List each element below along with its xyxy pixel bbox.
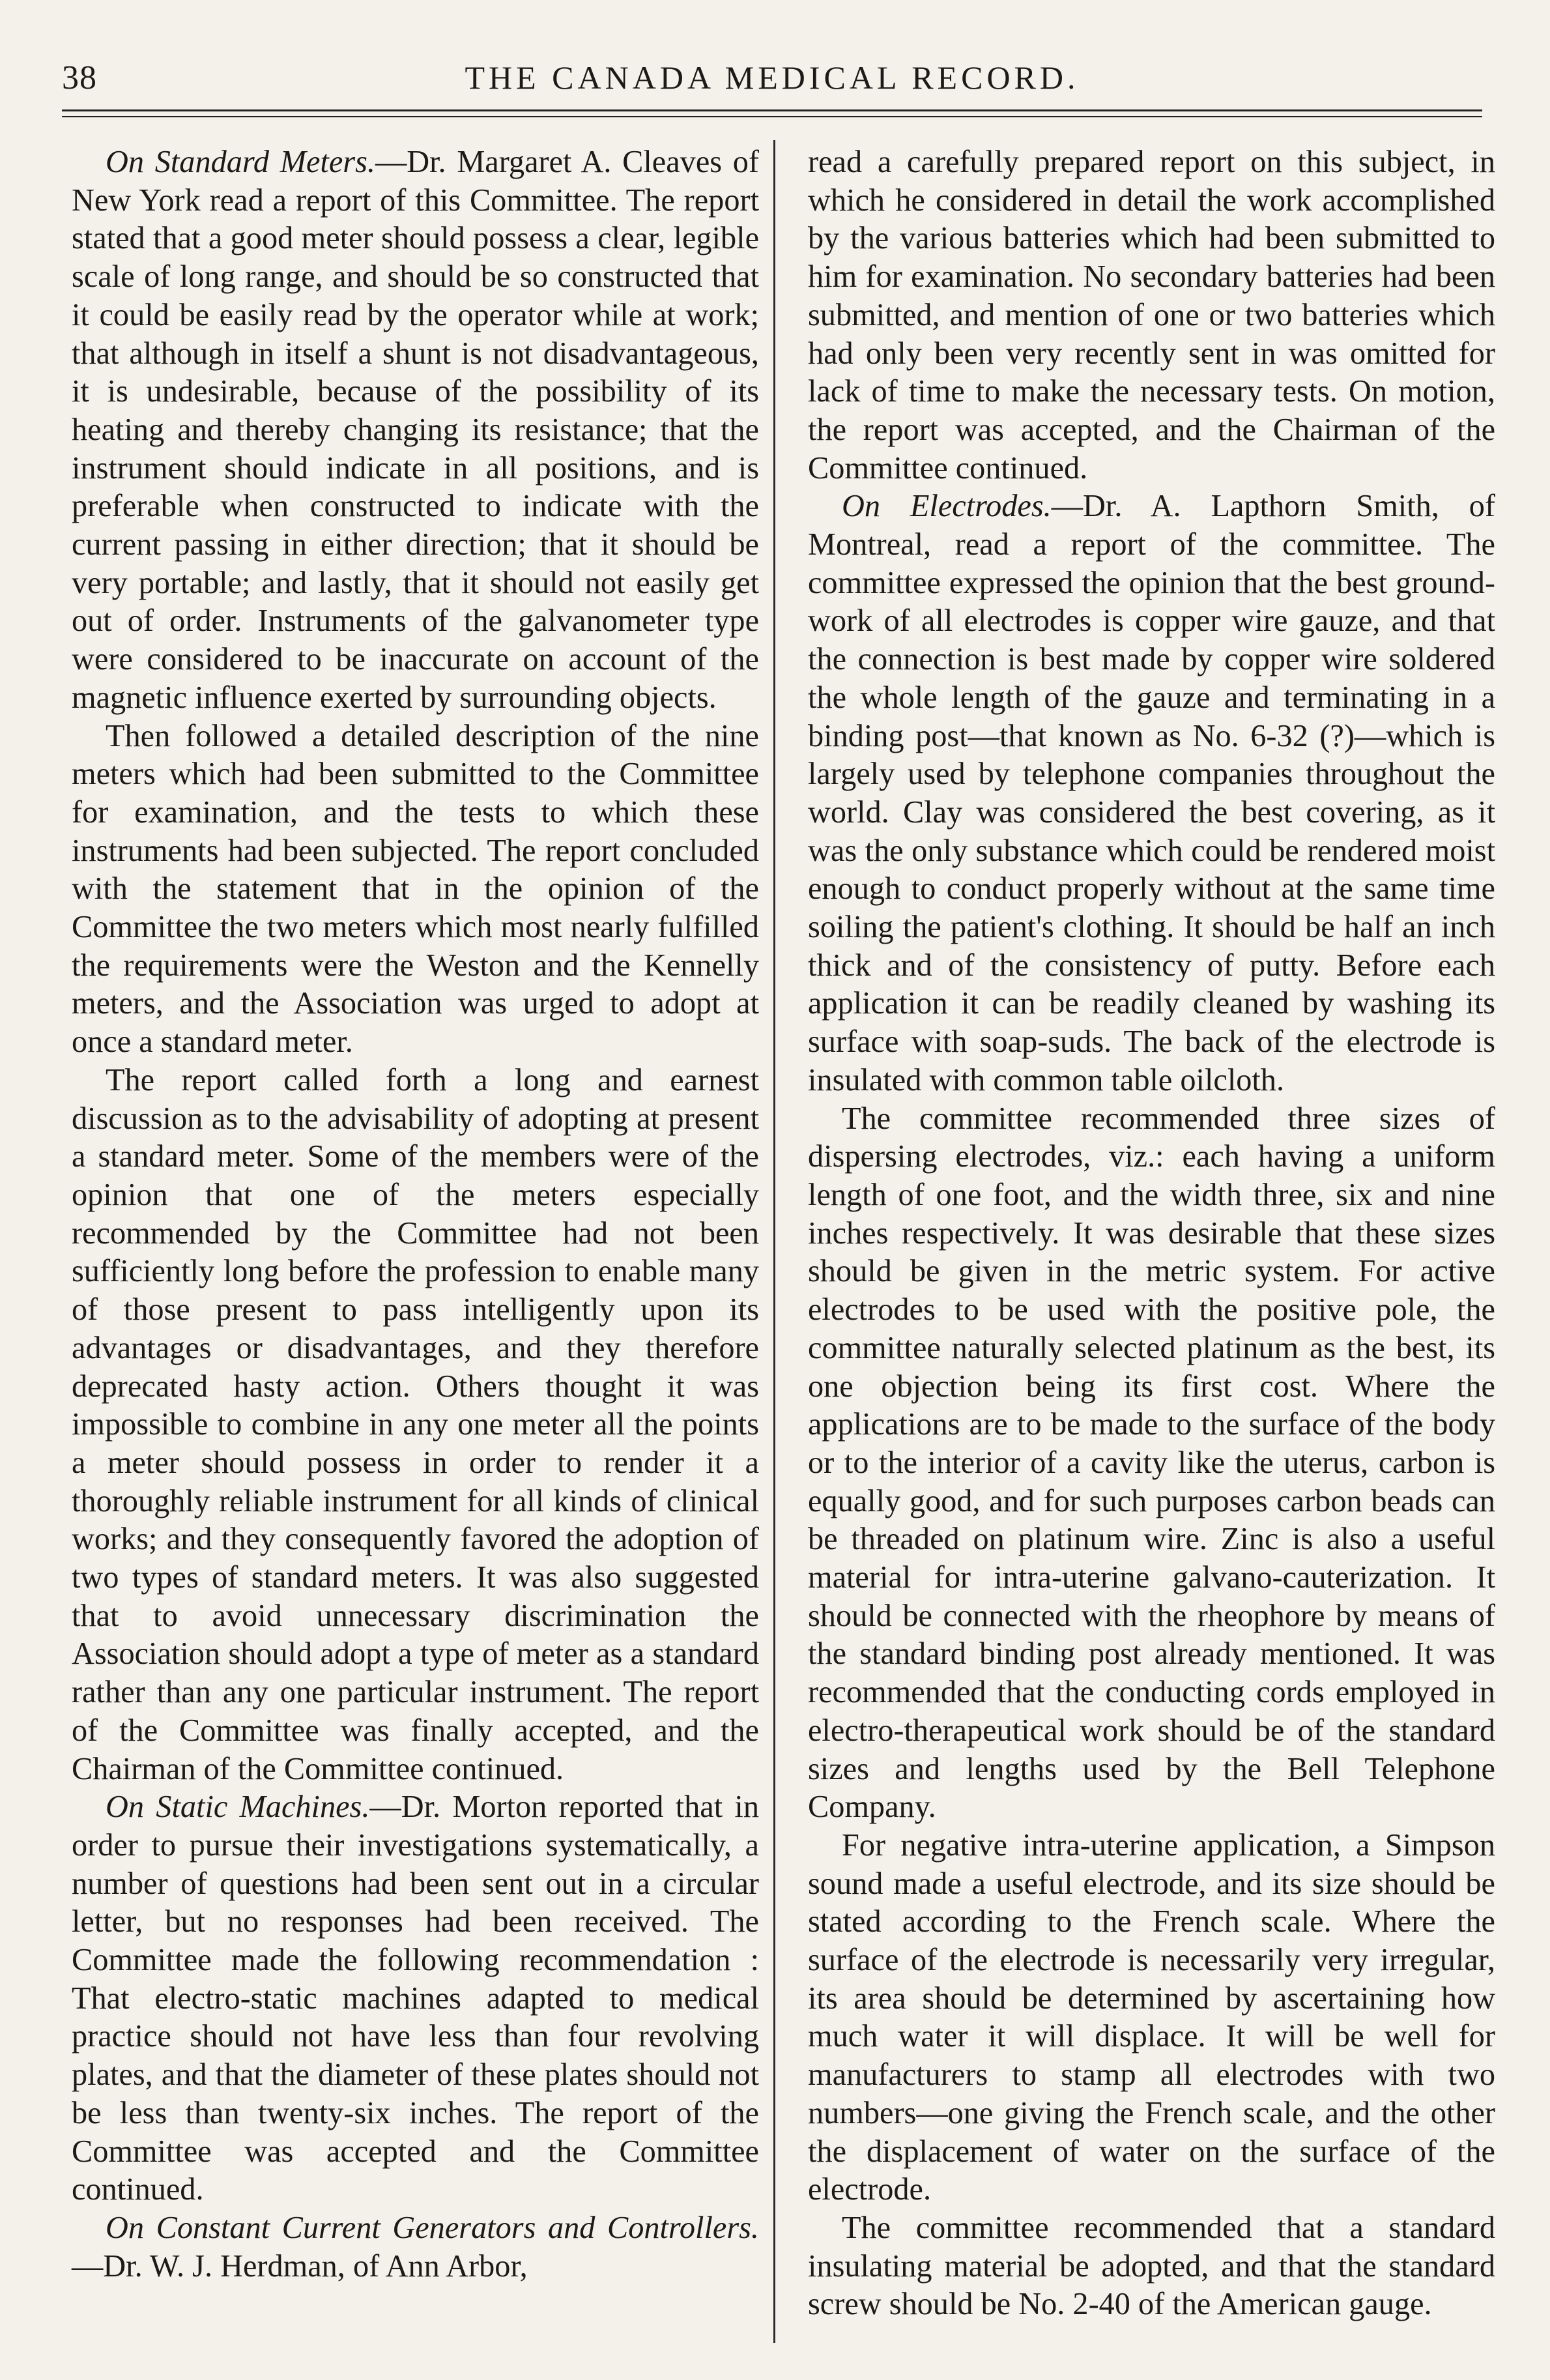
page-header [62,59,1482,111]
page-number: 38 [62,59,97,96]
left-column [72,143,759,2286]
paragraph [808,143,1495,487]
paragraph [72,718,759,1062]
paragraph-text: —Dr. Morton reported that in order to pursue their investigations systematically, a number of questions had been sent out in a circular letter, but no responses had been received. The Committee made the following recommendation : That electro-static machines adapted to medical practice should not have less than four revolving plates, and that the diameter of these plates should not be less than twenty-six inches. The report of the Committee was accepted and the Committee continued. [72,1790,759,2207]
paragraph [72,1788,759,2209]
running-title: THE CANADA MEDICAL RECORD. [465,59,1080,96]
paragraph [72,2209,759,2286]
paragraph [72,1062,759,1788]
header-rule [62,109,1482,111]
paragraph-text: read a carefully prepared report on this subject, in which he considered in detail the work accomplished by the various batteries which had been submitted to him for examination. No secondary batteries had been submitted, and mention of one or two batteries which had only been very recently sent in was omitted for lack of time to make the necessary tests. On motion, the report was accepted, and the Chairman of the Committee continued. [808,145,1495,486]
paragraph-text: The committee recommended that a standard insulating material be adopted, and that the standard screw should be No. 2-40 of the American gauge. [808,2210,1495,2322]
section-heading: On Static Machines. [106,1790,370,1825]
paragraph [808,487,1495,1099]
paragraph-text: —Dr. W. J. Herdman, of Ann Arbor, [72,2248,528,2284]
section-heading: On Standard Meters. [106,145,375,179]
right-column [808,143,1495,2324]
header-rule-thin [62,116,1482,117]
paragraph-text: —Dr. Margaret A. Cleaves of New York read a report of this Committee. The report stated that a good meter should possess a clear, legible scale of long range, and should be so constructed that it could be easily read by the operator while at work; that although in itself a shunt is not disadvantageous, it is undesirable, because of the possibility of its heating and thereby changing its resistance; that the instrument should indicate in all positions, and is preferable when constructed to indicate with the current passing in either direction; that it should be very portable; and lastly, that it should not easily get out of order. Instruments of the galvanometer type were considered to be inaccurate on account of the magnetic influence exerted by surrounding objects. [72,145,759,715]
paragraph-text: For negative intra-uterine application, a Simpson sound made a useful electrode, and its size should be stated according to the French scale. Where the surface of the electrode is necessarily very irregular, its area should be determined by ascertaining how much water it will displace. It will be well for manufacturers to stamp all electrodes with two numbers—one giving the French scale, and the other the displacement of water on the surface of the electrode. [808,1827,1495,2207]
paragraph-text: —Dr. A. Lapthorn Smith, of Montreal, read a report of the committee. The committee expressed the opinion that the best ground-work of all electrodes is copper wire gauze, and that the connection is best made by copper wire soldered the whole length of the gauze and terminating in a binding post—that known as No. 6-32 (?)—which is largely used by telephone companies throughout the world. Clay was considered the best covering, as it was the only substance which could be rendered moist enough to conduct properly without at the same time soiling the patient's clothing. It should be half an inch thick and of the consistency of putty. Before each application it can be readily cleaned by washing its surface with soap-suds. The back of the electrode is insulated with common table oilcloth. [808,489,1495,1097]
paragraph-text: Then followed a detailed description of the nine meters which had been submitted to the Committee for examination, and the tests to which these instruments had been subjected. The report concluded with the statement that in the opinion of the Committee the two meters which most nearly fulfilled the requirements were the Weston and the Kennelly meters, and the Association was urged to adopt at once a standard meter. [72,718,759,1060]
paragraph-text: The committee recommended three sizes of dispersing electrodes, viz.: each having a uniform length of one foot, and the width three, six and nine inches respectively. It was desirable that these sizes should be given in the metric system. For active electrodes to be used with the positive pole, the committee naturally selected platinum as the best, its one objection being its first cost. Where the applications are to be made to the surface of the body or to the interior of a cavity like the uterus, carbon is equally good, and for such purposes carbon beads can be threaded on platinum wire. Zinc is also a useful material for intra-uterine galvano-cauterization. It should be connected with the rheophore by means of the standard binding post already mentioned. It was recommended that the conducting cords employed in electro-therapeutical work should be of the standard sizes and lengths used by the Bell Telephone Company. [808,1101,1495,1825]
paragraph [808,1100,1495,1827]
paragraph [72,143,759,718]
section-heading: On Constant Current Generators and Controllers. [106,2210,759,2245]
column-divider [773,140,775,2343]
paragraph [808,1827,1495,2209]
section-heading: On Electrodes. [842,489,1052,524]
paragraph [808,2209,1495,2324]
paragraph-text: The report called forth a long and earnest discussion as to the advisability of adopting at present a standard meter. Some of the members were of the opinion that one of the meters especially recommended by the Committee had not been sufficiently long before the profession to enable many of those present to pass intelligently upon its advantages or disadvantages, and they therefore deprecated hasty action. Others thought it was impossible to combine in any one meter all the points a meter should possess in order to render it a thoroughly reliable instrument for all kinds of clinical works; and they consequently favored the adoption of two types of standard meters. It was also suggested that to avoid unnecessary discrimination the Association should adopt a type of meter as a standard rather than any one particular instrument. The report of the Committee was finally accepted, and the Chairman of the Committee continued. [72,1062,759,1786]
